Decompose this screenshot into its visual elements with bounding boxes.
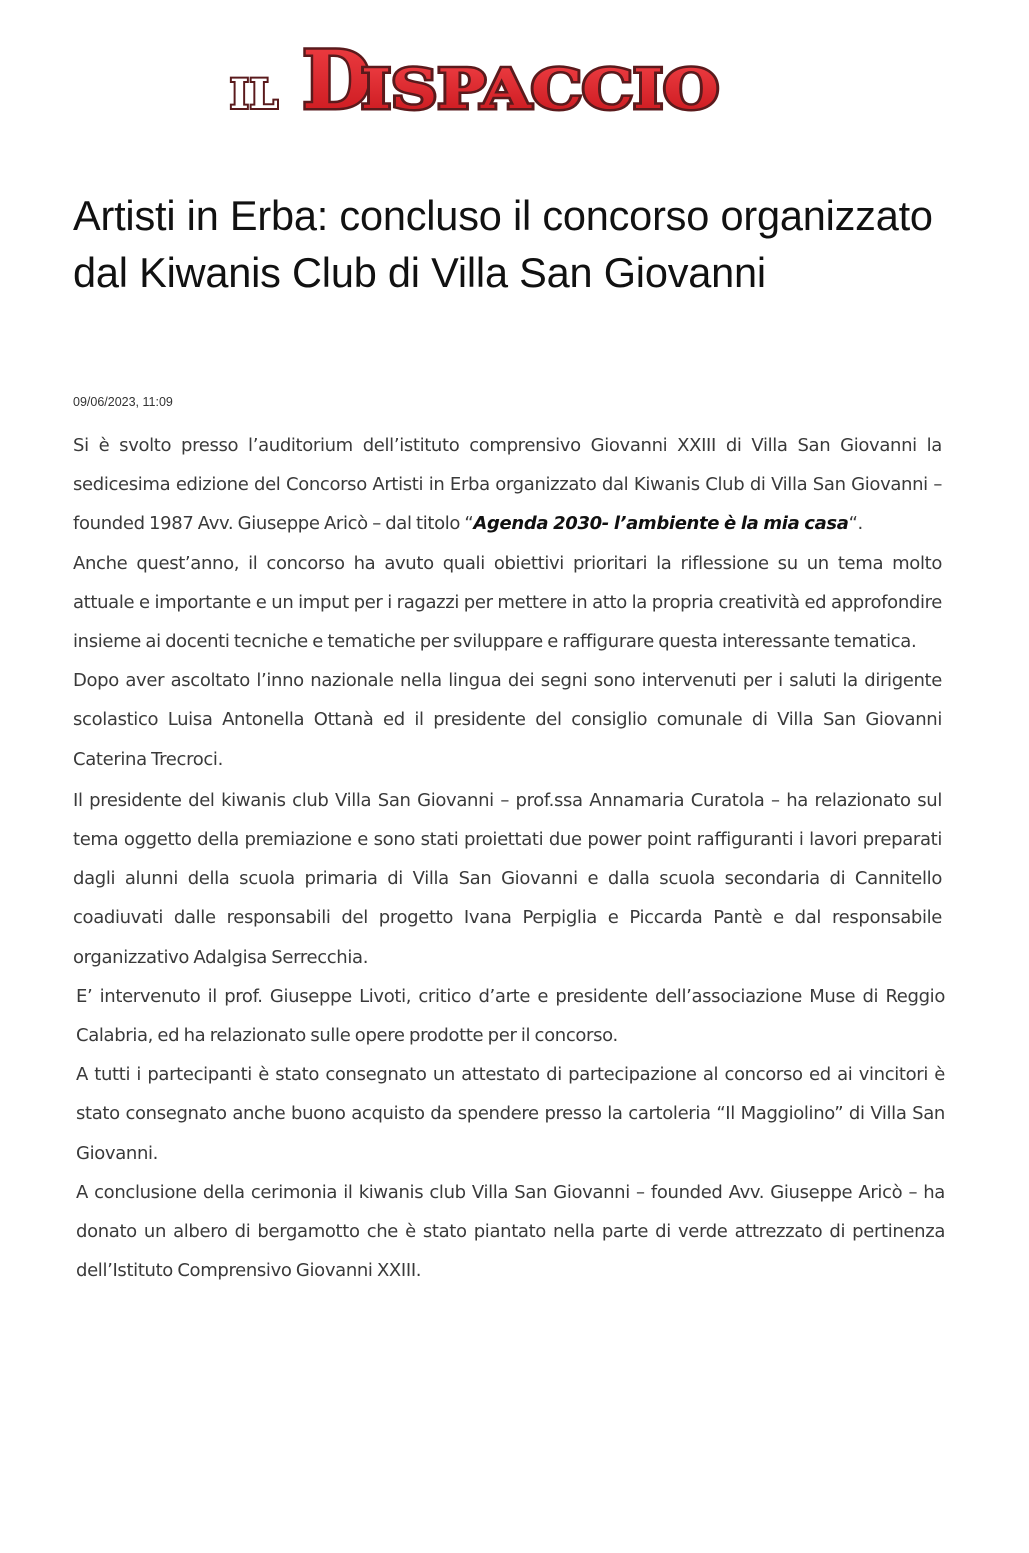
site-logo[interactable]: [228, 36, 723, 120]
article-body: [0, 426, 1029, 1290]
paragraph-1: Si è svolto presso l’auditorium dell’istituto comprensivo Giovanni XXIII di Villa San Giovanni la sedicesima edizione del Concorso Artisti in Erba organizzato dal Kiwanis Club di Villa San Giovanni – founded 1987 Avv. Giuseppe Aricò – dal titolo “Agenda 2030- l’ambiente è la mia casa“.: [73, 435, 942, 535]
paragraph-5: E’ intervenuto il prof. Giuseppe Livoti, critico d’arte e presidente dell’associazione Muse di Reggio Calabria, ed ha relazionato sulle opere prodotte per il concorso.: [76, 985, 945, 1047]
paragraph-7: A conclusione della cerimonia il kiwanis club Villa San Giovanni – founded Avv. Giuseppe Aricò – ha donato un albero di bergamotto che è stato piantato nella parte di verde attrezzato di pertinenza dell’Istituto Comprensivo Giovanni XXIII.: [76, 1181, 945, 1282]
logo-rest: ISPACCIO: [361, 57, 719, 120]
paragraph-2: Anche quest’anno, il concorso ha avuto quali obiettivi prioritari la riflessione su un tema molto attuale e importante e un imput per i ragazzi per mettere in atto la propria creatività ed approfondire insieme ai docenti tecniche e tematiche per sviluppare e raffigurare questa interessante tematica.: [73, 552, 942, 653]
article-date: 09/06/2023, 11:09: [73, 395, 173, 409]
logo-wordmark: [228, 36, 723, 120]
paragraph-3: Dopo aver ascoltato l’inno nazionale nella lingua dei segni sono intervenuti per i saluti la dirigente scolastico Luisa Antonella Ottanà ed il presidente del consiglio comunale di Villa San Giovanni Caterina Trecroci.: [73, 670, 942, 770]
logo-initial: D: [302, 36, 372, 120]
paragraph-4: Il presidente del kiwanis club Villa San Giovanni – prof.ssa Annamaria Curatola – ha relazionato sul tema oggetto della premiazione e sono stati proiettati due power point raffiguranti i lavori preparati dagli alunni della scuola primaria di Villa San Giovanni e dalla scuola secondaria di Cannitello coadiuvati dalle responsabili del progetto Ivana Perpiglia e Piccarda Pantè e dal responsabile organizzativo Adalgisa Serrecchia.: [73, 789, 942, 968]
logo-prefix: IL: [230, 71, 279, 118]
paragraph-6: A tutti i partecipanti è stato consegnato un attestato di partecipazione al concorso ed ai vincitori è stato consegnato anche buono acquisto da spendere presso la cartoleria “Il Maggiolino” di Villa San Giovanni.: [76, 1064, 945, 1164]
emphasized-theme: Agenda 2030- l’ambiente è la mia casa: [473, 513, 849, 535]
article-title: Artisti in Erba: concluso il concorso organizzato dal Kiwanis Club di Villa San Giovanni: [73, 192, 933, 296]
